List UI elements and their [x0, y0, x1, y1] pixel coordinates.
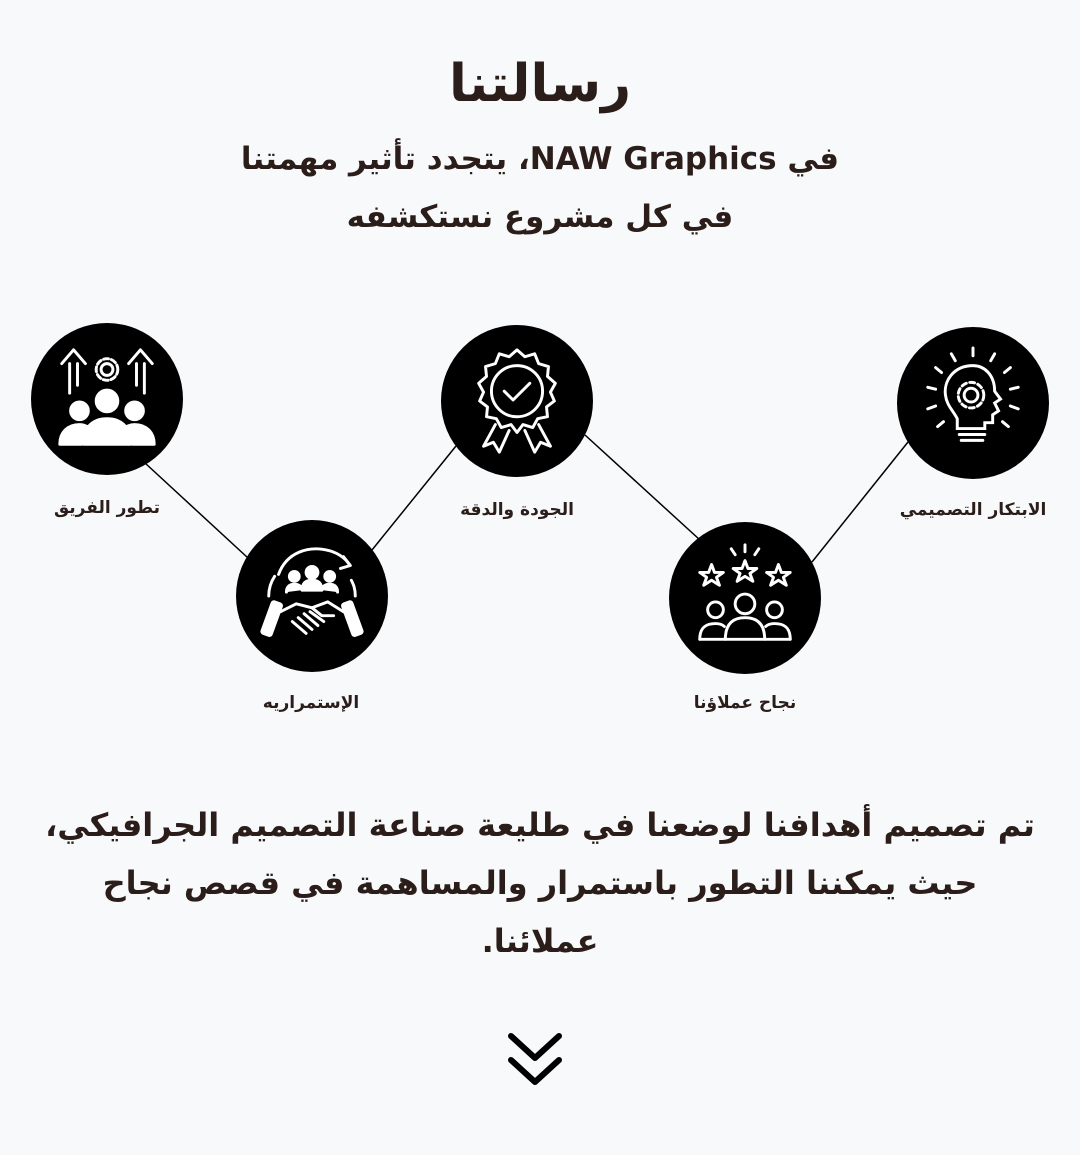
client-success-icon: [686, 539, 804, 657]
subtitle-line-2: في كل مشروع نستكشفه: [346, 199, 734, 235]
mission-paragraph: [40, 796, 1040, 970]
subtitle-line-1: في NAW Graphics، يتجدد تأثير مهمتنا: [240, 141, 840, 177]
paragraph-line-2: حيث يمكننا التطور باستمرار والمساهمة في قصص نجاح عملائنا.: [102, 864, 978, 960]
step-label-continuity: الإستمراريه: [262, 693, 360, 713]
paragraph-line-1: تم تصميم أهدافنا لوضعنا في طليعة صناعة التصميم الجرافيكي،: [45, 806, 1035, 844]
mission-journey: [0, 300, 1080, 740]
step-continuity: [236, 520, 388, 672]
step-quality-precision: [441, 325, 593, 477]
continuity-handshake-icon: [253, 537, 371, 655]
team-growth-icon: [48, 340, 166, 458]
step-label-creative-innovation: الابتكار التصميمي: [899, 500, 1047, 520]
double-chevron-down-icon: [505, 1030, 565, 1090]
section-title: رسالتنا: [448, 54, 632, 114]
step-team-growth: [31, 323, 183, 475]
scroll-down-button[interactable]: [505, 1030, 565, 1090]
quality-badge-icon: [458, 342, 576, 460]
step-creative-innovation: [897, 327, 1049, 479]
creative-idea-icon: [914, 344, 1032, 462]
step-client-success: [669, 522, 821, 674]
section-subtitle: [0, 130, 1080, 246]
step-label-client-success: نجاح عملاؤنا: [693, 693, 797, 713]
step-label-team-growth: تطور الفريق: [53, 498, 161, 518]
step-label-quality-precision: الجودة والدقة: [460, 500, 574, 520]
